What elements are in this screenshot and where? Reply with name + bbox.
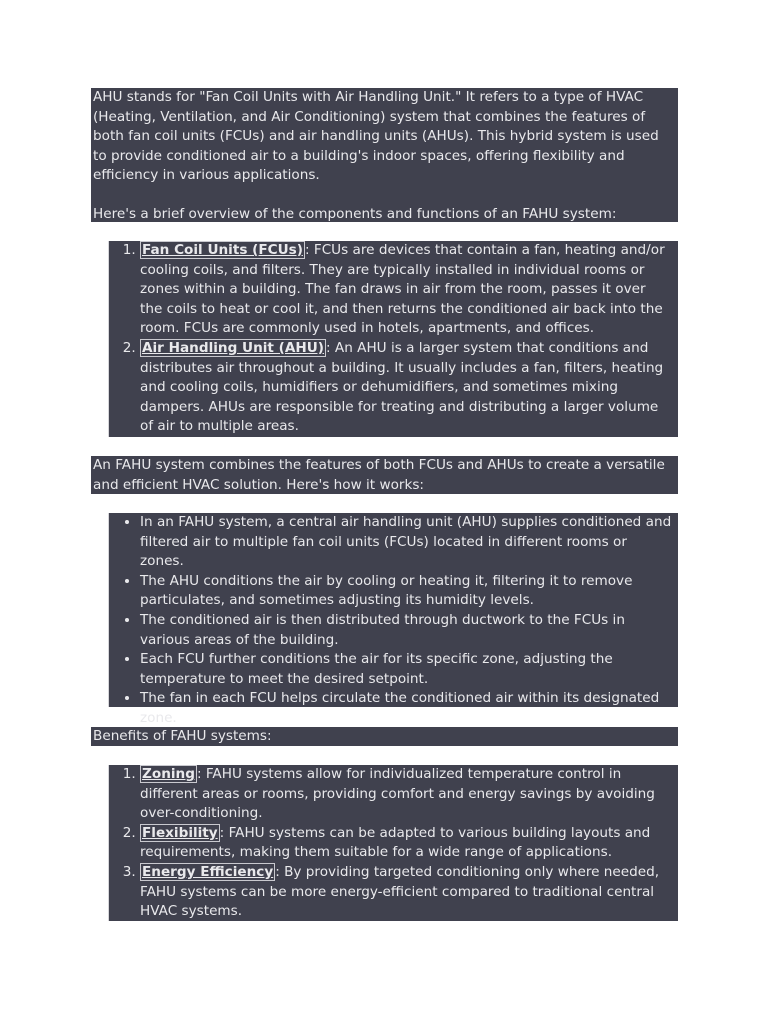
term-energy-efficiency: Energy Efficiency	[142, 863, 274, 880]
benefits-list	[108, 765, 678, 921]
list-item	[140, 863, 672, 922]
term-fcu: Fan Coil Units (FCUs)	[142, 242, 303, 258]
list-item	[140, 765, 672, 824]
term-zoning: Zoning	[142, 766, 195, 782]
definition-text: : FAHU systems allow for individualized temperature control in different areas or rooms, providing comfort and energy savings by avoiding over-conditioning.	[140, 766, 655, 822]
benefits-heading	[91, 727, 678, 746]
list-item	[140, 824, 672, 863]
overview-sentence: Here's a brief overview of the components and functions of an FAHU system:	[93, 205, 617, 222]
how-it-works-text: An FAHU system combines the features of both FCUs and AHUs to create a versatile and efficient HVAC solution. Here's how it works:	[93, 457, 665, 493]
intro-block	[91, 88, 678, 222]
definition-text: : An AHU is a larger system that conditions and distributes air throughout a building. It usually includes a fan, filters, heating and cooling coils, humidifiers or dehumidifiers, and sometimes mixing dampers. AHUs are responsible for treating and distributing a larger volume of air to multiple areas.	[140, 339, 664, 435]
intro-paragraph: AHU stands for "Fan Coil Units with Air Handling Unit." It refers to a type of HVAC (Heating, Ventilation, and Air Conditioning) system that combines the features of both fan coil units (FCUs) and air handling units (AHUs). This hybrid system is used to provide conditioned air to a building's indoor spaces, offering flexibility and efficiency in various applications.	[93, 89, 659, 184]
components-list	[108, 241, 678, 437]
list-item: • The conditioned air is then distributed through ductwork to the FCUs in various areas of the building.	[140, 611, 672, 650]
how-it-works-list	[108, 513, 678, 726]
list-item: • The fan in each FCU helps circulate the conditioned air within its designated zone.	[140, 689, 672, 728]
list-item: • The AHU conditions the air by cooling or heating it, filtering it to remove particulates, and sometimes adjusting its humidity levels.	[140, 572, 672, 611]
list-item: • Each FCU further conditions the air for its specific zone, adjusting the temperature to meet the desired setpoint.	[140, 650, 672, 689]
list-item	[140, 339, 672, 437]
definition-text: : FAHU systems can be adapted to various building layouts and requirements, making them suitable for a wide range of applications.	[140, 824, 651, 861]
how-it-works-intro	[91, 456, 678, 494]
definition-text: : By providing targeted conditioning only where needed, FAHU systems can be more energy-efficient compared to traditional central HVAC systems.	[140, 863, 660, 920]
benefits-heading-text: Benefits of FAHU systems:	[93, 728, 272, 744]
list-item: • In an FAHU system, a central air handling unit (AHU) supplies conditioned and filtered air to multiple fan coil units (FCUs) located in different rooms or zones.	[140, 513, 672, 572]
definition-text: : FCUs are devices that contain a fan, heating and/or cooling coils, and filters. They are typically installed in individual rooms or zones within a building. The fan draws in air from the room, passes it over the coils to heat or cool it, and then returns the conditioned air back into the room. FCUs are commonly used in hotels, apartments, and offices.	[140, 242, 665, 337]
term-ahu: Air Handling Unit (AHU)	[142, 339, 325, 356]
term-flexibility: Flexibility	[142, 824, 218, 841]
list-item	[140, 241, 672, 339]
